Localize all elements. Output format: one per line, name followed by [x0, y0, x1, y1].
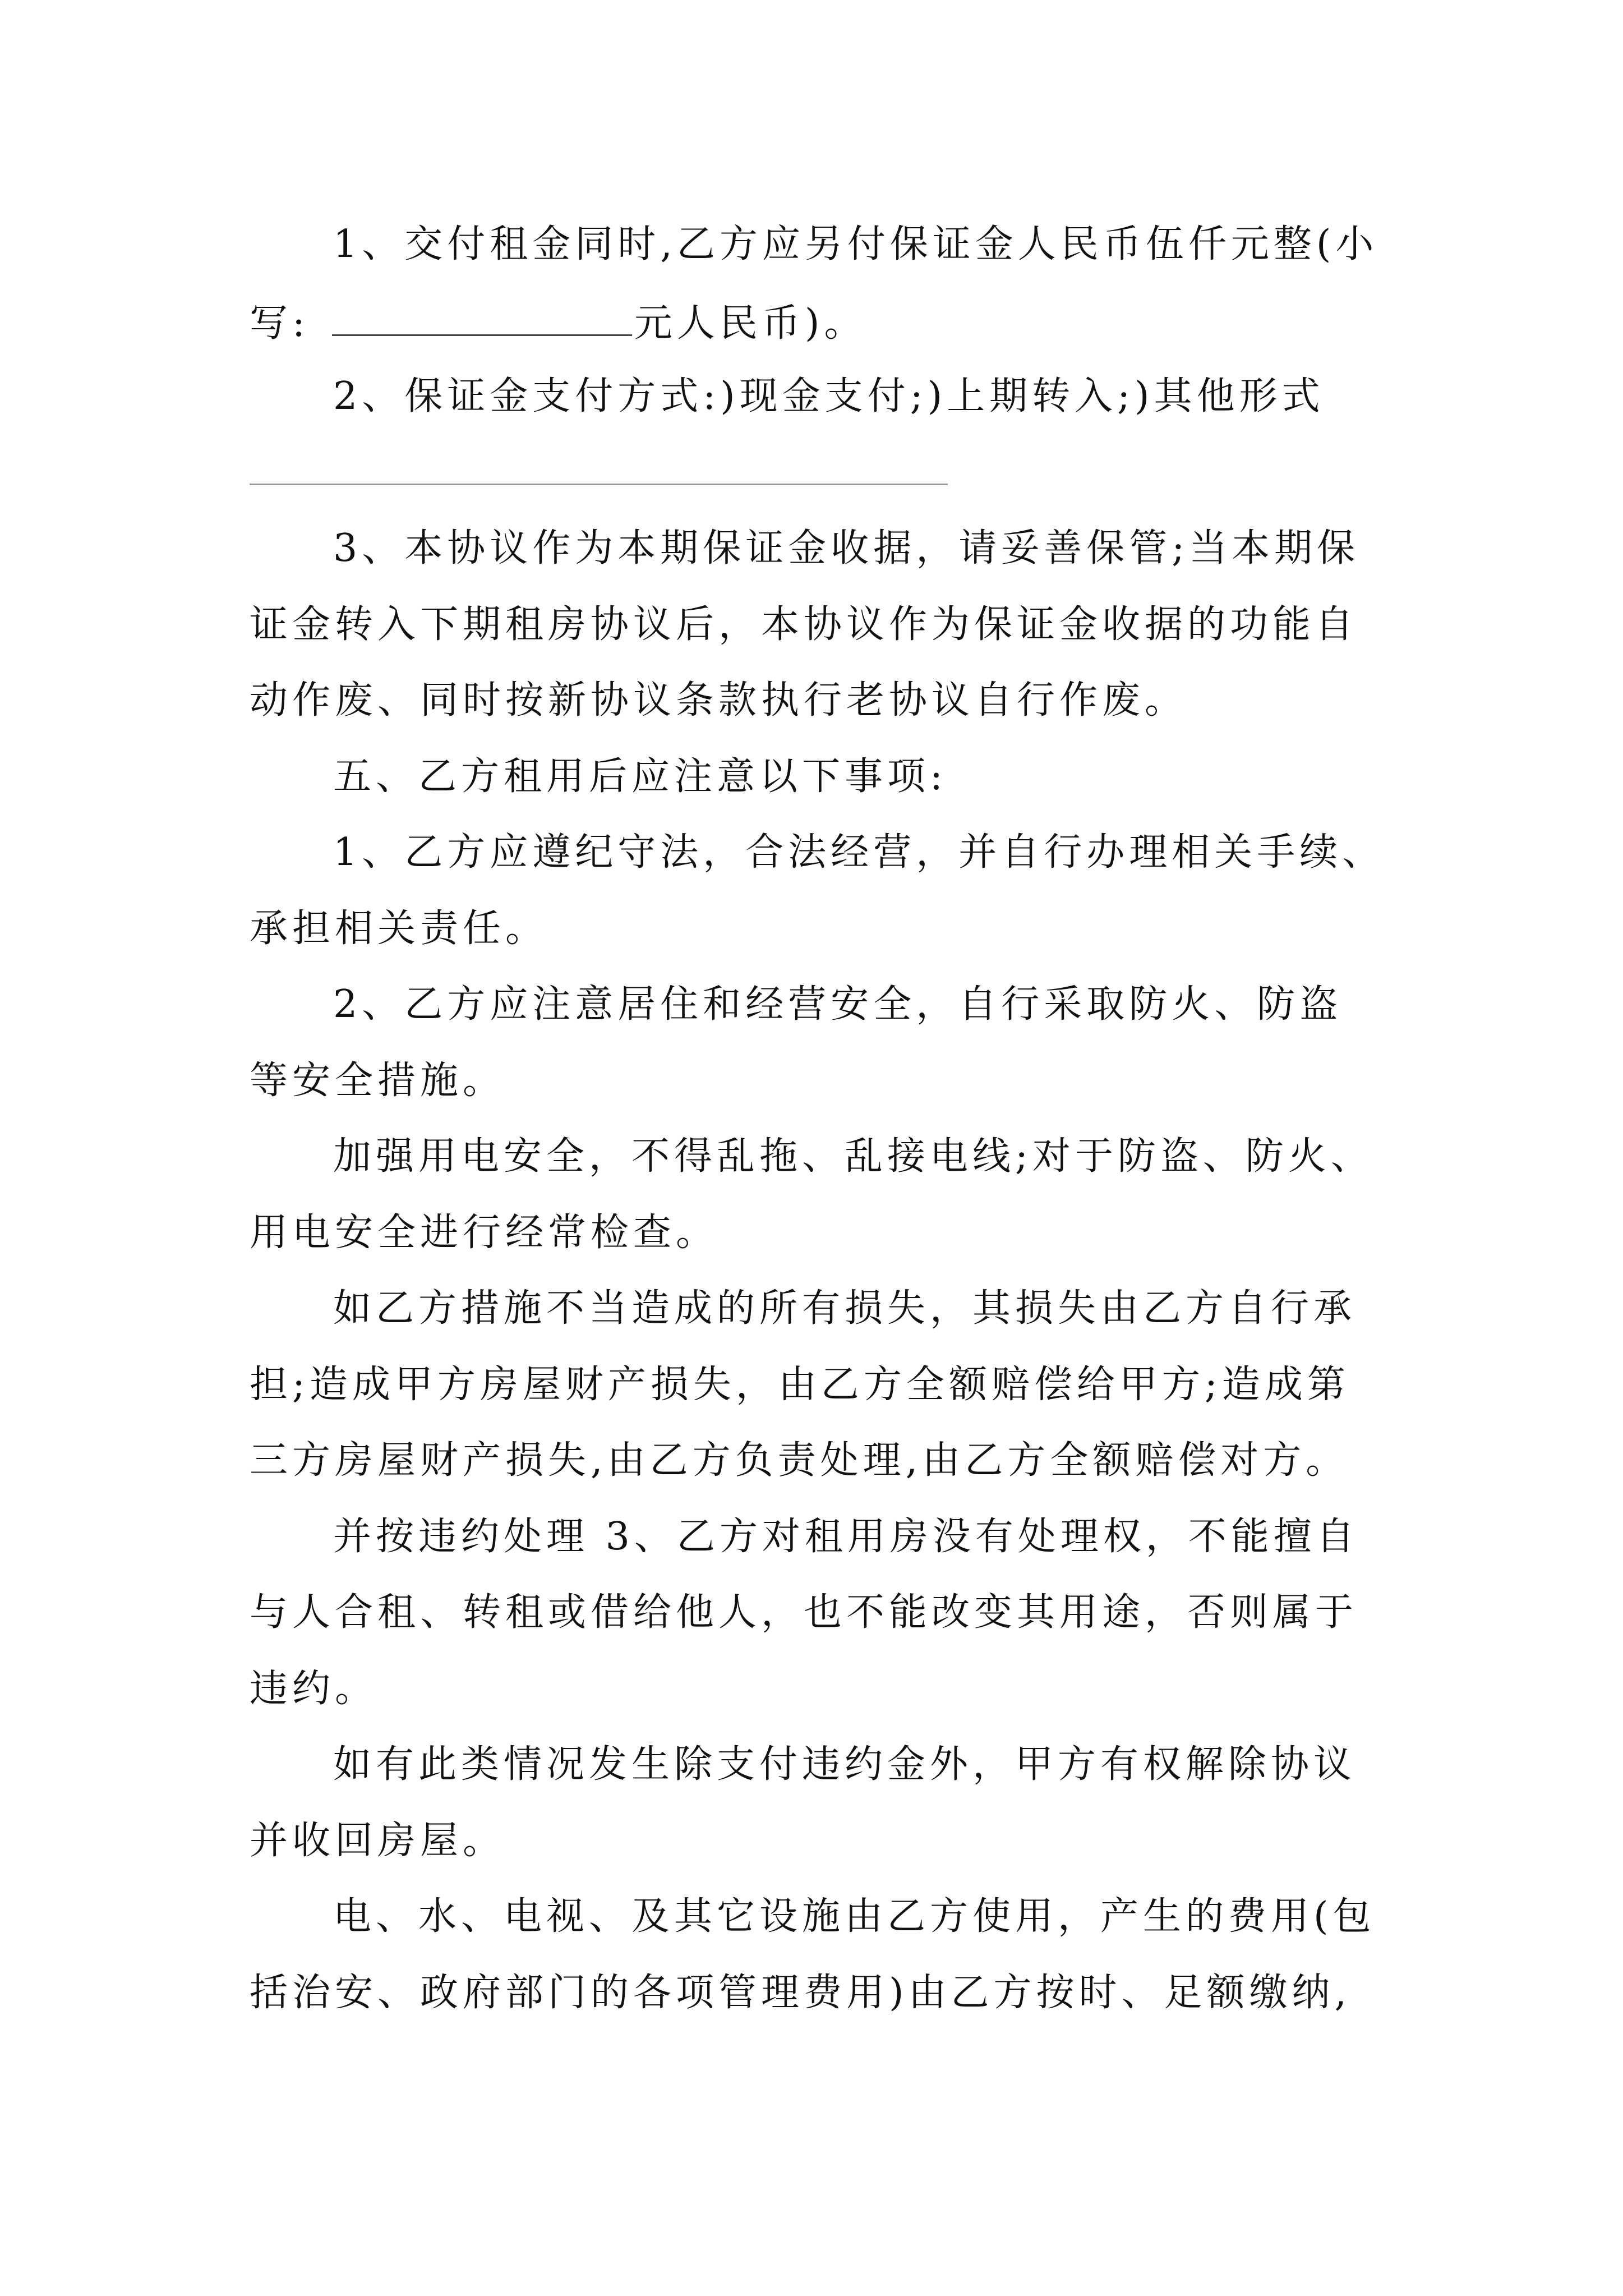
- paragraph-line: 电、水、电视、及其它设施由乙方使用，产生的费用(包: [333, 1894, 1376, 1939]
- paragraph-line: 等安全措施。: [250, 1059, 506, 1103]
- paragraph-line: 证金转入下期租房协议后，本协议作为保证金收据的功能自: [250, 602, 1358, 647]
- paragraph-line: 1、乙方应遵纪守法，合法经营，并自行办理相关手续、: [333, 830, 1385, 875]
- paragraph-line: 括治安、政府部门的各项管理费用)由乙方按时、足额缴纳,: [250, 1971, 1352, 2015]
- paragraph-line: 与人合租、转租或借给他人，也不能改变其用途，否则属于: [250, 1590, 1358, 1635]
- paragraph-line: 违约。: [250, 1667, 378, 1711]
- paragraph-line: 2、保证金支付方式:)现金支付;)上期转入;)其他形式: [333, 374, 1325, 418]
- section-heading: 五、乙方租用后应注意以下事项:: [333, 754, 947, 799]
- label-text: 元人民币)。: [634, 301, 867, 346]
- paragraph-line: 加强用电安全，不得乱拖、乱接电线;对于防盗、防火、: [333, 1134, 1373, 1179]
- paragraph-line: 2、乙方应注意居住和经营安全，自行采取防火、防盗: [333, 982, 1343, 1027]
- paragraph-line: 动作废、同时按新协议条款执行老协议自行作废。: [250, 678, 1188, 723]
- paragraph-line: 3、本协议作为本期保证金收据，请妥善保管;当本期保: [333, 526, 1360, 570]
- paragraph-line: 承担相关责任。: [250, 907, 548, 951]
- fill-in-blank: [332, 302, 632, 336]
- paragraph-line: 并按违约处理 3、乙方对租用房没有处理权，不能擅自: [333, 1515, 1359, 1559]
- paragraph-line: 如有此类情况发生除支付违约金外，甲方有权解除协议: [333, 1742, 1357, 1787]
- paragraph-line: 1、交付租金同时,乙方应另付保证金人民币伍仟元整(小: [333, 222, 1378, 266]
- paragraph-line: 并收回房屋。: [250, 1819, 506, 1863]
- divider-line: [250, 484, 948, 485]
- paragraph-line: 三方房屋财产损失,由乙方负责处理,由乙方全额赔偿对方。: [250, 1438, 1349, 1483]
- paragraph-line: [250, 301, 867, 346]
- paragraph-line: 用电安全进行经常检查。: [250, 1211, 719, 1255]
- label-text: 写:: [250, 301, 310, 346]
- paragraph-line: 担;造成甲方房屋财产损失，由乙方全额赔偿给甲方;造成第: [250, 1363, 1350, 1407]
- paragraph-line: 如乙方措施不当造成的所有损失，其损失由乙方自行承: [333, 1286, 1357, 1331]
